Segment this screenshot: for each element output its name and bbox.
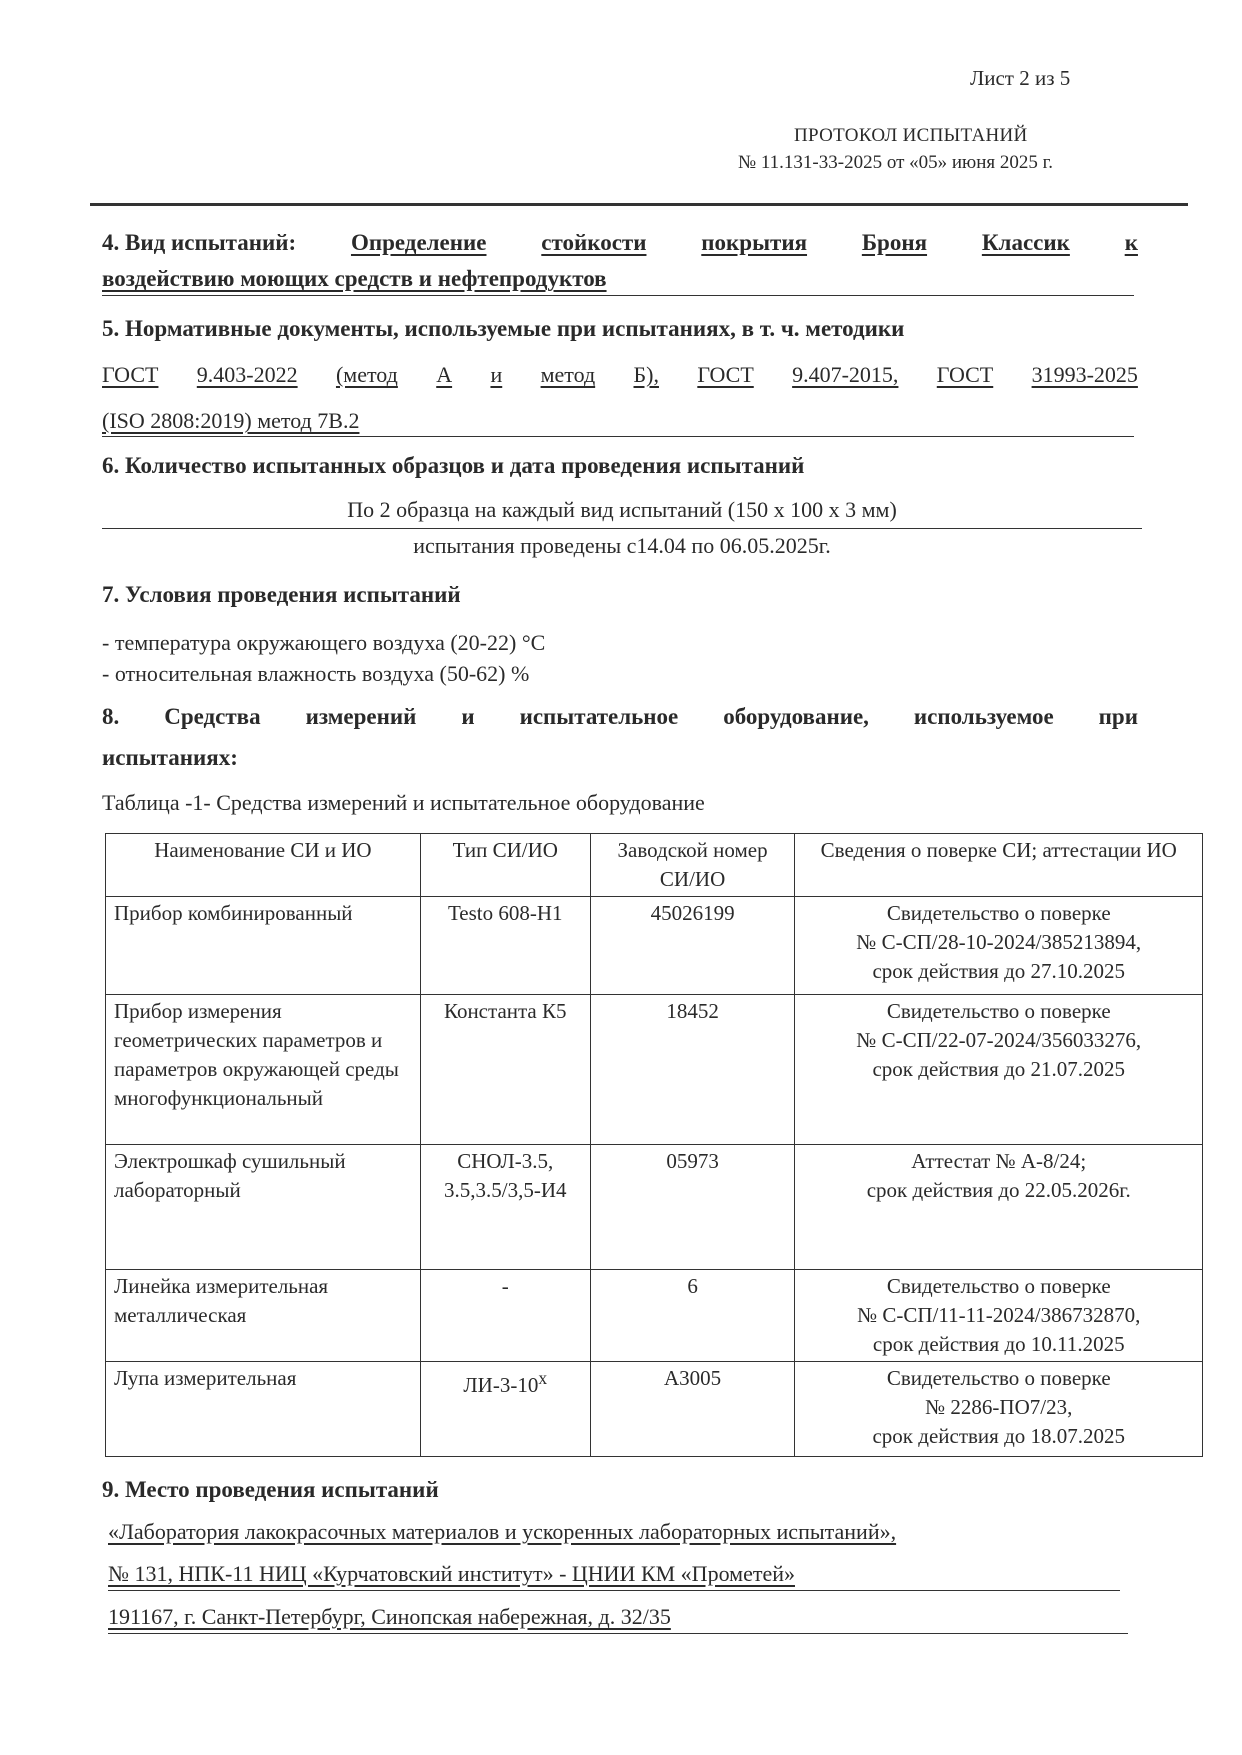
condition-temperature: - температура окружающего воздуха (20-22) °C (102, 630, 546, 655)
cell-verification (795, 897, 1203, 995)
cell-type: Testo 608-H1 (420, 897, 590, 995)
verification-line: срок действия до 10.11.2025 (872, 1332, 1125, 1356)
section8-word: 8. (102, 704, 120, 729)
cell-name: Прибор комбинированный (106, 897, 421, 995)
section4-line2: воздействию моющих средств и нефтепродуктов (102, 266, 607, 291)
section8-word: Средства (164, 704, 261, 729)
header-serial: Заводской номер СИ/ИО (590, 834, 795, 897)
doc-word: 31993-2025 (1031, 362, 1138, 387)
location-underline (108, 1633, 1128, 1634)
verification-line: Свидетельство о поверке (886, 999, 1111, 1023)
type-text: ЛИ-3-10 (463, 1373, 539, 1397)
section5-underline (102, 436, 1134, 437)
cell-type (420, 1362, 590, 1457)
cell-verification (795, 1270, 1203, 1362)
section8-word: используемое (913, 704, 1054, 729)
section8-word: и (461, 704, 475, 729)
cell-serial: А3005 (590, 1362, 795, 1457)
location-line3: 191167, г. Санкт-Петербург, Синопская набережная, д. 32/35 (108, 1604, 671, 1629)
section4-label: 4. Вид испытаний: (102, 230, 297, 255)
doc-word: А (436, 362, 453, 387)
sheet-number: Лист 2 из 5 (970, 66, 1071, 90)
section9-heading: 9. Место проведения испытаний (102, 1477, 439, 1502)
protocol-title: ПРОТОКОЛ ИСПЫТАНИЙ (794, 125, 1028, 146)
section4-word: к (1124, 230, 1138, 255)
header-name: Наименование СИ и ИО (106, 834, 421, 897)
section5-docs-line2: (ISO 2808:2019) метод 7В.2 (102, 408, 360, 433)
section8-heading-line1 (102, 704, 1138, 730)
section8-word: измерений (305, 704, 417, 729)
doc-word: ГОСТ (102, 362, 159, 387)
section4-line1 (102, 230, 1138, 256)
section4-word: Классик (981, 230, 1070, 255)
location-line2: № 131, НПК-11 НИЦ «Курчатовский институт» - ЦНИИ КМ «Прометей» (108, 1561, 795, 1586)
header-verification: Сведения о поверке СИ; аттестации ИО (795, 834, 1203, 897)
verification-line: срок действия до 18.07.2025 (872, 1424, 1125, 1448)
condition-humidity: - относительная влажность воздуха (50-62) % (102, 661, 530, 686)
section8-word: испытательное (519, 704, 679, 729)
section8-word: при (1098, 704, 1138, 729)
table-header-row (106, 834, 1203, 897)
table-row (106, 1362, 1203, 1457)
cell-verification (795, 1145, 1203, 1270)
cell-name: Линейка измерительная металлическая (106, 1270, 421, 1362)
doc-word: и (490, 362, 503, 387)
cell-name: Прибор измерения геометрических параметров и параметров окружающей среды многофункциональный (106, 995, 421, 1145)
verification-line: срок действия до 22.05.2026г. (866, 1178, 1131, 1202)
doc-word: ГОСТ (697, 362, 754, 387)
doc-word: (метод (335, 362, 398, 387)
verification-line: № С-СП/11-11-2024/386732870, (857, 1303, 1141, 1327)
cell-serial: 18452 (590, 995, 795, 1145)
section5-heading: 5. Нормативные документы, используемые при испытаниях, в т. ч. методики (102, 316, 905, 341)
section5-docs-line1 (102, 362, 1138, 388)
table-row (106, 1145, 1203, 1270)
equipment-table (105, 833, 1203, 1457)
section4-word: стойкости (541, 230, 647, 255)
section8-word: оборудование, (723, 704, 869, 729)
location-underline (108, 1590, 1120, 1591)
header-type: Тип СИ/ИО (420, 834, 590, 897)
protocol-number: № 11.131-33-2025 от «05» июня 2025 г. (738, 152, 1054, 173)
cell-verification (795, 1362, 1203, 1457)
doc-word: 9.407-2015, (792, 362, 899, 387)
type-superscript: x (538, 1368, 548, 1388)
verification-line: № 2286-ПО7/23, (925, 1395, 1073, 1419)
verification-line: срок действия до 27.10.2025 (872, 959, 1125, 983)
section4-word: Броня (861, 230, 928, 255)
verification-line: № С-СП/22-07-2024/356033276, (856, 1028, 1142, 1052)
doc-word: Б), (633, 362, 659, 387)
samples-text: По 2 образца на каждый вид испытаний (150 х 100 х 3 мм) (347, 497, 897, 522)
section6-underline (102, 528, 1142, 529)
cell-verification (795, 995, 1203, 1145)
section4-word: покрытия (701, 230, 808, 255)
doc-word: ГОСТ (936, 362, 994, 387)
table-row (106, 1270, 1203, 1362)
cell-serial: 6 (590, 1270, 795, 1362)
location-line1: «Лаборатория лакокрасочных материалов и ускоренных лабораторных испытаний», (108, 1519, 897, 1544)
header-divider (90, 203, 1188, 206)
verification-line: Аттестат № А-8/24; (911, 1149, 1087, 1173)
table-caption: Таблица -1- Средства измерений и испытательное оборудование (102, 790, 705, 815)
section6-heading: 6. Количество испытанных образцов и дата проведения испытаний (102, 453, 805, 478)
cell-serial: 45026199 (590, 897, 795, 995)
section4-word: Определение (350, 230, 487, 255)
test-dates: испытания проведены с14.04 по 06.05.2025г. (413, 533, 831, 558)
cell-type: СНОЛ-3.5, 3.5,3.5/3,5-И4 (420, 1145, 590, 1270)
table-row (106, 897, 1203, 995)
verification-line: Свидетельство о поверке (886, 1274, 1111, 1298)
section7-heading: 7. Условия проведения испытаний (102, 582, 461, 607)
cell-name: Электрошкаф сушильный лабораторный (106, 1145, 421, 1270)
verification-line: № С-СП/28-10-2024/385213894, (856, 930, 1142, 954)
cell-name: Лупа измерительная (106, 1362, 421, 1457)
cell-type: Константа К5 (420, 995, 590, 1145)
cell-serial: 05973 (590, 1145, 795, 1270)
section4-underline (102, 295, 1134, 296)
section8-heading-line2: испытаниях: (102, 745, 238, 770)
verification-line: Свидетельство о поверке (886, 901, 1111, 925)
verification-line: срок действия до 21.07.2025 (872, 1057, 1125, 1081)
cell-type: - (420, 1270, 590, 1362)
doc-word: метод (540, 362, 596, 387)
table-row (106, 995, 1203, 1145)
doc-word: 9.403-2022 (196, 362, 298, 387)
verification-line: Свидетельство о поверке (886, 1366, 1111, 1390)
